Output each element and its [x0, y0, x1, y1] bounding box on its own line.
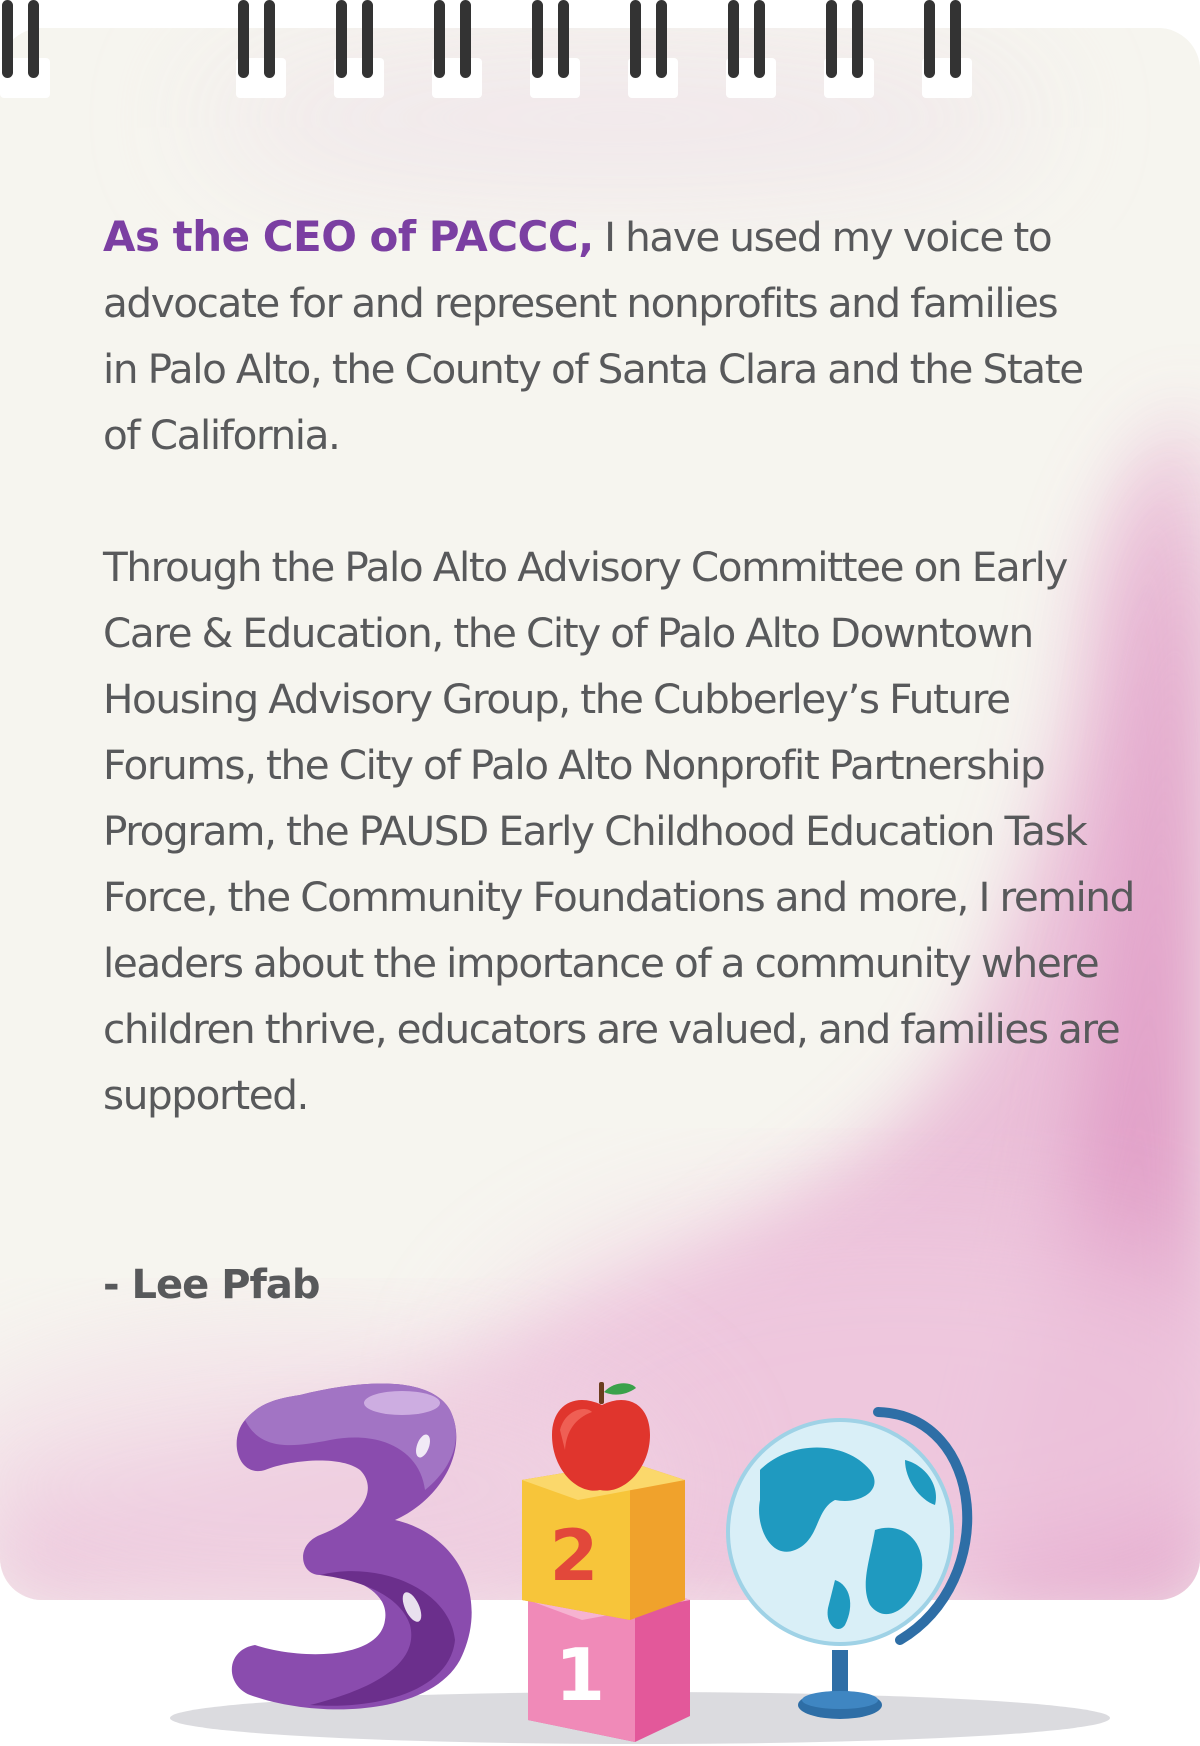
- globe-icon: [728, 1412, 967, 1719]
- signature: - Lee Pfab: [103, 1262, 320, 1308]
- quote-lead: As the CEO of PACCC,: [103, 212, 594, 261]
- number-three-icon: [232, 1384, 472, 1710]
- block-one-number: 1: [554, 1633, 606, 1717]
- number-blocks: [522, 1382, 690, 1742]
- quote-text: [103, 204, 1143, 1128]
- quote-paragraph-2: Through the Palo Alto Advisory Committee on Early Care & Education, the City of Palo Alto Downtown Housing Advisory Group, the Cubberley’s Future Forums, the City of Palo Alto Nonprofit Partnership Program, the PAUSD Early Childhood Education Task Force, the Community Foundations and more, I remind leaders about the importance of a community where children thrive, educators are valued, and families are supported.: [103, 543, 1134, 1119]
- school-illustration: [0, 1360, 1200, 1746]
- quote-paragraph-1-body: I have used my voice to advocate for and represent nonprofits and families in Palo Alto, the County of Santa Clara and the State of California.: [103, 213, 1083, 459]
- quote-paragraph-1: [103, 204, 1093, 468]
- spiral-binding-icon: [0, 0, 1200, 110]
- apple-icon: [552, 1382, 650, 1491]
- block-two-number: 2: [549, 1515, 599, 1597]
